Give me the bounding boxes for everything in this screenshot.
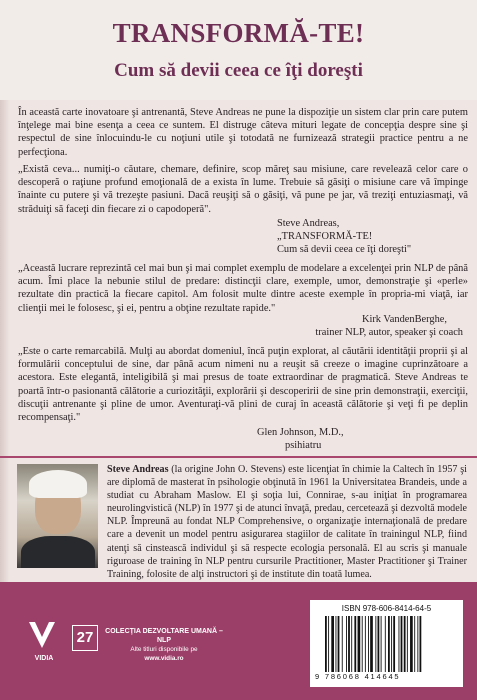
attribution-line: „TRANSFORMĂ-TE! (277, 231, 373, 243)
intro-paragraph: În această carte inovatoare şi antrenantă, Steve Andreas ne pune la dispoziţie un sistem clar prin care putem înţelege mai bine esenţa a ceea ce suntem. El distruge câteva mituri legate de concepţia despre sine şi respectul de sine înlocuindu-le cu noţiuni utile şi totodată ne furnizează strategii practice pentru a ne perfecţiona. (18, 107, 468, 158)
quote-2-attribution (263, 313, 463, 339)
quote-1: „Există ceva... numiţi-o căutare, chemare, definire, scop măreţ sau misiune, care revelează celor care o descoperă o raţiune profund emoţională de a exista în lume. Trebuie să găsiţi o misiune care vă împinge înainte cu putere şi vă trezeşte pasiuni. Dacă reuşiţi să o găsiţi, vă pune pe jar, vă treziţi entuziasmaţi, vă străduiţi să faceţi din fiecare zi o capodoperă". (18, 164, 468, 215)
publisher-name: VIDIA (34, 655, 54, 662)
other-titles-text: Alte titluri disponibile pe (130, 646, 198, 653)
quote-2: „Această lucrare reprezintă cel mai bun şi mai complet exemplu de modelare a excelenţei prin NLP de până acum. Îmi place la nebunie stilul de predare: distincţii clare, exemple, umor, demonstraţie şi «perle» rezultate din practică la fiecare capitol. Am folosit multe dintre aceste exemple în propria-mi viaţă, iar clienţii mei le folosesc, şi ei, pentru a obţine rezultate rapide." (18, 263, 468, 314)
author-bio-text: (la origine John O. Stevens) este licenţiat în chimie la Caltech în 1957 şi are diplomă de masterat în psihologie obţinută în 1961 la Universitatea Brandeis, unde a studiat cu Abraham Maslow. El şi soţia lui, Connirae, s-au iniţiat în programarea neurolingvistică (NLP) în 1977 şi de atunci învaţă, predau, cercetează şi dezvoltă modele NLP. Împreună au fondat NLP Comprehensive, o organizaţie internaţională de predare care a devenit un model pentru asigurarea stagiilor de calitate în trainingul NLP, fiind atenţi să cinstească individul şi să respecte ecologia personală. El au scris şi manuale riguroase de training în NLP pentru cursurile Practitioner, Master Practitioner şi Trainer Training, folosite de alţi instructori şi de institute din toată lumea. (107, 464, 467, 580)
book-title: TRANSFORMĂ-TE! (112, 18, 365, 48)
quote-1-attribution (277, 217, 417, 257)
quote-3-attribution (257, 426, 417, 452)
isbn-barcode-box (310, 600, 463, 687)
attribution-line: Glen Johnson, M.D., (257, 427, 344, 438)
attribution-line: Cum să devii ceea ce îţi doreşti" (277, 244, 412, 256)
barcode-icon (323, 616, 453, 672)
collection-number: 27 (72, 625, 98, 651)
book-subtitle: Cum să devii ceea ce îţi doreşti (114, 60, 363, 81)
attribution-line: psihiatru (285, 440, 322, 452)
attribution-line: Steve Andreas, (277, 218, 340, 229)
author-name: Steve Andreas (107, 464, 169, 475)
collection-info (104, 627, 224, 663)
quote-3: „Este o carte remarcabilă. Mulţi au abordat domeniul, încă puţin explorat, al căutării identităţii proprii şi al formulării conceptului de sine, dar până acum nimeni nu a reuşit să creeze o imagine cuprinzătoare a acestora. Este elegantă, inteligibilă şi mai presus de toate extraordinar de pragmatică. Steve Andreas te poartă într-o pasionantă călătorie a curiozităţii, explorării şi descoperirii de sine prin demonstraţii, exerciţii, discuţii antrenante şi pline de umor. Aventuraţi-vă plini de curaj în această călătorie şi veţi fi pe deplin recompensaţi." (18, 346, 468, 424)
author-bio (107, 463, 467, 581)
attribution-line: Kirk VandenBerghe, (361, 314, 447, 325)
isbn-label: ISBN 978-606-8414-64-5 (341, 604, 432, 613)
author-photo (17, 464, 98, 568)
barcode-digits: 9 786068 414645 (315, 672, 401, 681)
attribution-line: trainer NLP, autor, speaker şi coach (315, 327, 463, 339)
title-band (0, 0, 477, 100)
publisher-logo-icon (27, 618, 57, 656)
publisher-website: www.vidia.ro (144, 655, 184, 662)
collection-name: COLECŢIA DEZVOLTARE UMANĂ – NLP (105, 628, 223, 644)
section-divider (0, 456, 477, 458)
